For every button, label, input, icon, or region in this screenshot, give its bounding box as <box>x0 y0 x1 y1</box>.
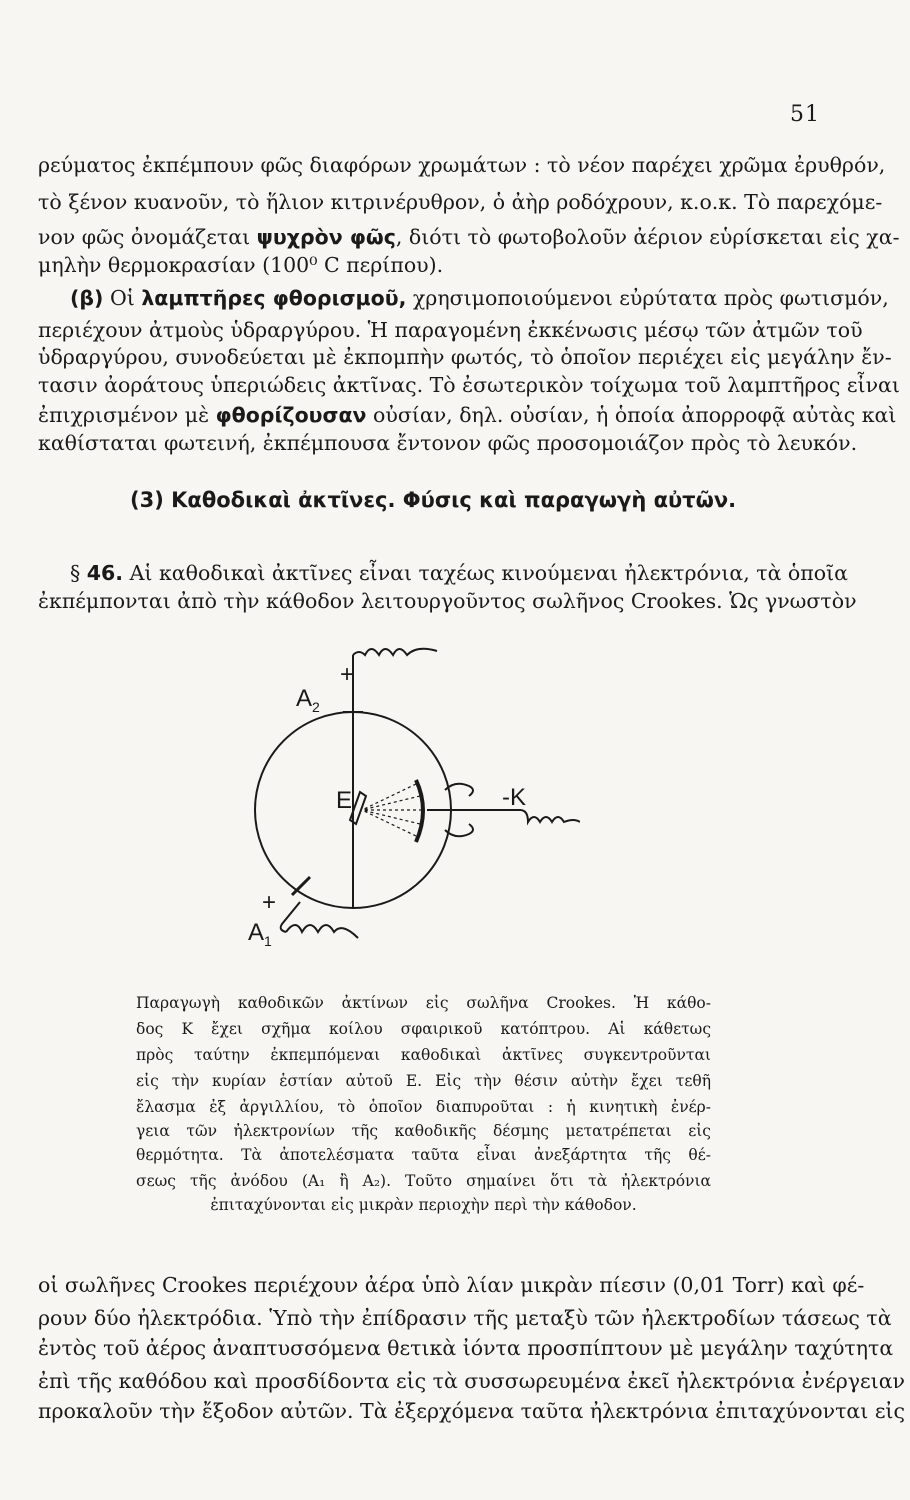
list-marker: (β) <box>70 286 104 310</box>
text-line: ἐντὸς τοῦ ἀέρος ἀναπτυσσόμενα θετικὰ ἰόντα προσπίπτουν μὲ μεγάλην ταχύτητα <box>38 1336 894 1360</box>
caption-line: σεως τῆς ἀνόδου (Α₁ ἢ Α₂). Τοῦτο σημαίνει ὅτι τὰ ἠλεκτρόνια <box>136 1172 711 1190</box>
text-line: οἱ σωλῆνες Crookes περιέχουν ἀέρα ὑπὸ λίαν μικρὰν πίεσιν (0,01 Torr) καὶ φέ- <box>38 1273 865 1297</box>
crookes-tube-diagram <box>240 640 580 970</box>
text-line <box>38 222 900 252</box>
anode-a2-coil <box>353 649 437 655</box>
text-line: ἐπὶ τῆς καθόδου καὶ προσδίδοντα εἰς τὰ συσσωρευμένα ἐκεῖ ἠλεκτρόνια ἐνέργειαν <box>38 1369 906 1393</box>
text-line: ὑδραργύρου, συνοδεύεται μὲ ἐκπομπὴν φωτός, τὸ ὁποῖον περιέχει εἰς μεγάλην ἔν- <box>38 345 892 369</box>
section-number: 46. <box>86 561 124 585</box>
text-segment: Οἱ <box>103 286 142 310</box>
text-line: μηλὴν θερμοκρασίαν (100⁰ C περίπου). <box>38 253 444 277</box>
text-line <box>70 283 889 313</box>
text-segment: Αἱ καθοδικαὶ ἀκτῖνες εἶναι ταχέως κινούμεναι ἠλεκτρόνια, τὰ ὁποῖα <box>123 561 848 585</box>
caption-line: ἐπιταχύνονται εἰς μικρὰν περιοχὴν περὶ τὴν κάθοδον. <box>210 1196 637 1214</box>
concave-cathode <box>416 780 423 842</box>
text-line: ρουν δύο ἠλεκτρόδια. Ὑπὸ τὴν ἐπίδρασιν τῆς μεταξὺ τῶν ἠλεκτροδίων τάσεως τὰ <box>38 1306 892 1330</box>
cathode-ray <box>362 810 416 836</box>
label-plus-a1: + <box>262 889 277 916</box>
cathode-ray <box>362 784 416 810</box>
label-e: E <box>336 787 353 814</box>
text-line <box>70 558 848 588</box>
text-line: περιέχουν ἀτμοὺς ὑδραργύρου. Ἡ παραγομένη ἐκκένωσις μέσῳ τῶν ἀτμῶν τοῦ <box>38 318 863 342</box>
section-heading: (3) Καθοδικαὶ ἀκτῖνες. Φύσις καὶ παραγωγὴ αὐτῶν. <box>130 488 737 512</box>
text-line: ρεύματος ἐκπέμπουν φῶς διαφόρων χρωμάτων : τὸ νέον παρέχει χρῶμα ἐρυθρόν, <box>38 153 886 177</box>
text-line: τασιν ἀοράτους ὑπεριώδεις ἀκτῖνας. Τὸ ἐσωτερικὸν τοίχωμα τοῦ λαμπτῆρος εἶναι <box>38 373 900 397</box>
cathode-ray <box>362 796 420 810</box>
label-cathode-k: -K <box>502 784 526 811</box>
caption-line: ἔλασμα ἐξ ἀργιλλίου, τὸ ὁποῖον διαπυροῦται : ἡ κινητικὴ ἐνέρ- <box>136 1098 711 1116</box>
caption-line: πρὸς ταύτην ἐκπεμπόμεναι καθοδικαὶ ἀκτῖνες συγκεντροῦνται <box>136 1046 711 1064</box>
emphasis-term: λαμπτῆρες φθορισμοῦ, <box>141 286 407 310</box>
text-segment: ἐπιχρισμένον μὲ <box>38 403 216 427</box>
caption-line: γεια τῶν ἠλεκτρονίων τῆς καθοδικῆς δέσμης μετατρέπεται εἰς <box>136 1122 711 1140</box>
text-line: ἐκπέμπονται ἀπὸ τὴν κάθοδον λειτουργοῦντος σωλῆνος Crookes. Ὡς γνωστὸν <box>38 589 857 613</box>
emphasis-term: ψυχρὸν φῶς <box>256 225 396 249</box>
text-segment: νον φῶς ὀνομάζεται <box>38 225 257 249</box>
label-plus-a2: + <box>340 661 355 688</box>
text-segment: χρησιμοποιούμενοι εὐρύτατα πρὸς φωτισμόν, <box>406 286 889 310</box>
caption-line: δος Κ ἔχει σχῆμα κοίλου σφαιρικοῦ κατόπτρου. Αἱ κάθετως <box>136 1020 711 1038</box>
label-a1: $A_1$ <box>248 919 272 949</box>
caption-line: θερμότητα. Τὰ ἀποτελέσματα ταῦτα εἶναι ἀνεξάρτητα τῆς θέ- <box>136 1146 711 1164</box>
text-line: προκαλοῦν τὴν ἔξοδον αὐτῶν. Τὰ ἐξερχόμενα ταῦτα ἠλεκτρόνια ἐπιταχύνονται εἰς <box>38 1399 905 1423</box>
section-mark: § <box>70 561 81 585</box>
page-number: 51 <box>790 102 820 127</box>
text-line: τὸ ξένον κυανοῦν, τὸ ἥλιον κιτρινέρυθρον, ὁ ἀὴρ ροδόχρουν, κ.ο.κ. Τὸ παρεχόμε- <box>38 190 883 214</box>
text-segment: οὐσίαν, δηλ. οὐσίαν, ἡ ὁποία ἀπορροφᾷ αὐτὰς καὶ <box>366 403 897 427</box>
cathode-ray <box>362 810 420 824</box>
emphasis-term: φθορίζουσαν <box>215 403 367 427</box>
text-segment: , διότι τὸ φωτοβολοῦν ἀέριον εὑρίσκεται εἰς χα- <box>395 225 900 249</box>
anode-a1-coil <box>286 925 358 938</box>
caption-line: εἰς τὴν κυρίαν ἑστίαν αὐτοῦ Ε. Εἰς τὴν θέσιν αὐτὴν ἔχει τεθῆ <box>136 1072 711 1090</box>
cathode-coil <box>520 810 580 822</box>
caption-line: Παραγωγὴ καθοδικῶν ἀκτίνων εἰς σωλῆνα Crookes. Ἡ κάθο- <box>136 994 711 1012</box>
label-a2: $A_2$ <box>296 685 320 715</box>
text-line: καθίσταται φωτεινή, ἐκπέμπουσα ἔντονον φῶς προσομοιάζον πρὸς τὸ λευκόν. <box>38 431 858 455</box>
text-line <box>38 400 897 430</box>
